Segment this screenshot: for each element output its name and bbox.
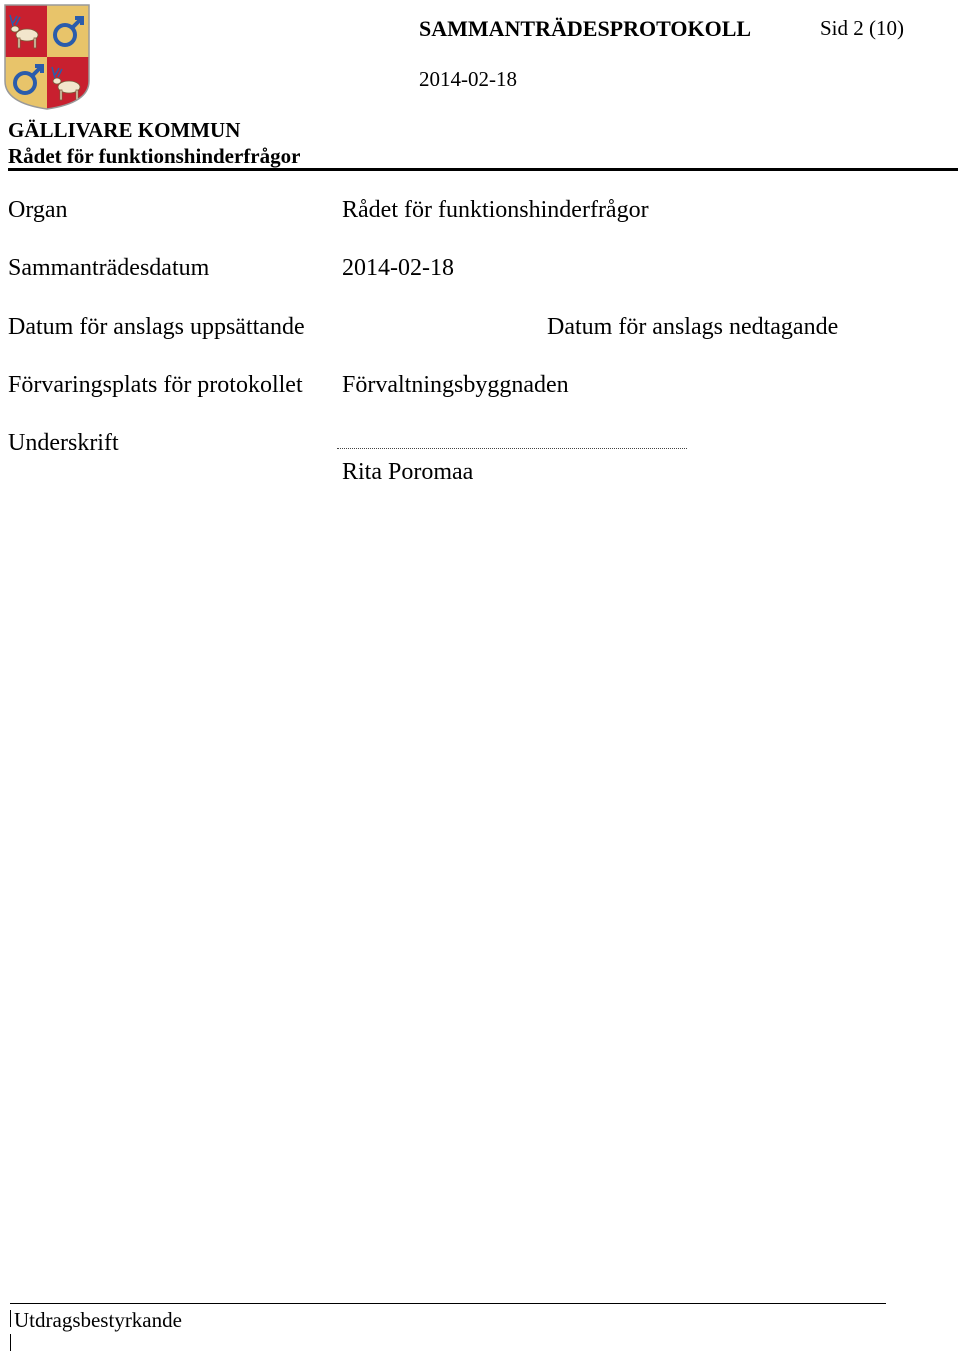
organ-label: Organ <box>8 197 68 223</box>
signatory-name: Rita Poromaa <box>342 459 474 485</box>
storage-location-label: Förvaringsplats för protokollet <box>8 372 303 398</box>
signature-label: Underskrift <box>8 430 119 456</box>
footer-box-edge-lower <box>10 1334 11 1351</box>
footer-box-edge <box>10 1310 11 1327</box>
header-divider <box>8 168 958 171</box>
footer-divider <box>10 1303 886 1304</box>
certification-label: Utdragsbestyrkande <box>14 1308 182 1332</box>
signature-line <box>337 448 687 449</box>
page-number: Sid 2 (10) <box>820 16 904 40</box>
document-date: 2014-02-18 <box>419 67 517 91</box>
organization-name: GÄLLIVARE KOMMUN <box>8 118 241 142</box>
document-title: SAMMANTRÄDESPROTOKOLL <box>419 16 752 41</box>
organization-department: Rådet för funktionshinderfrågor <box>8 144 301 168</box>
posting-date-label: Datum för anslags uppsättande <box>8 314 305 340</box>
coat-of-arms-logo <box>3 3 91 111</box>
storage-location-value: Förvaltningsbyggnaden <box>342 372 569 398</box>
meeting-date-value: 2014-02-18 <box>342 255 454 281</box>
removal-date-label: Datum för anslags nedtagande <box>547 314 839 340</box>
organ-value: Rådet för funktionshinderfrågor <box>342 197 649 223</box>
meeting-date-label: Sammanträdesdatum <box>8 255 210 281</box>
